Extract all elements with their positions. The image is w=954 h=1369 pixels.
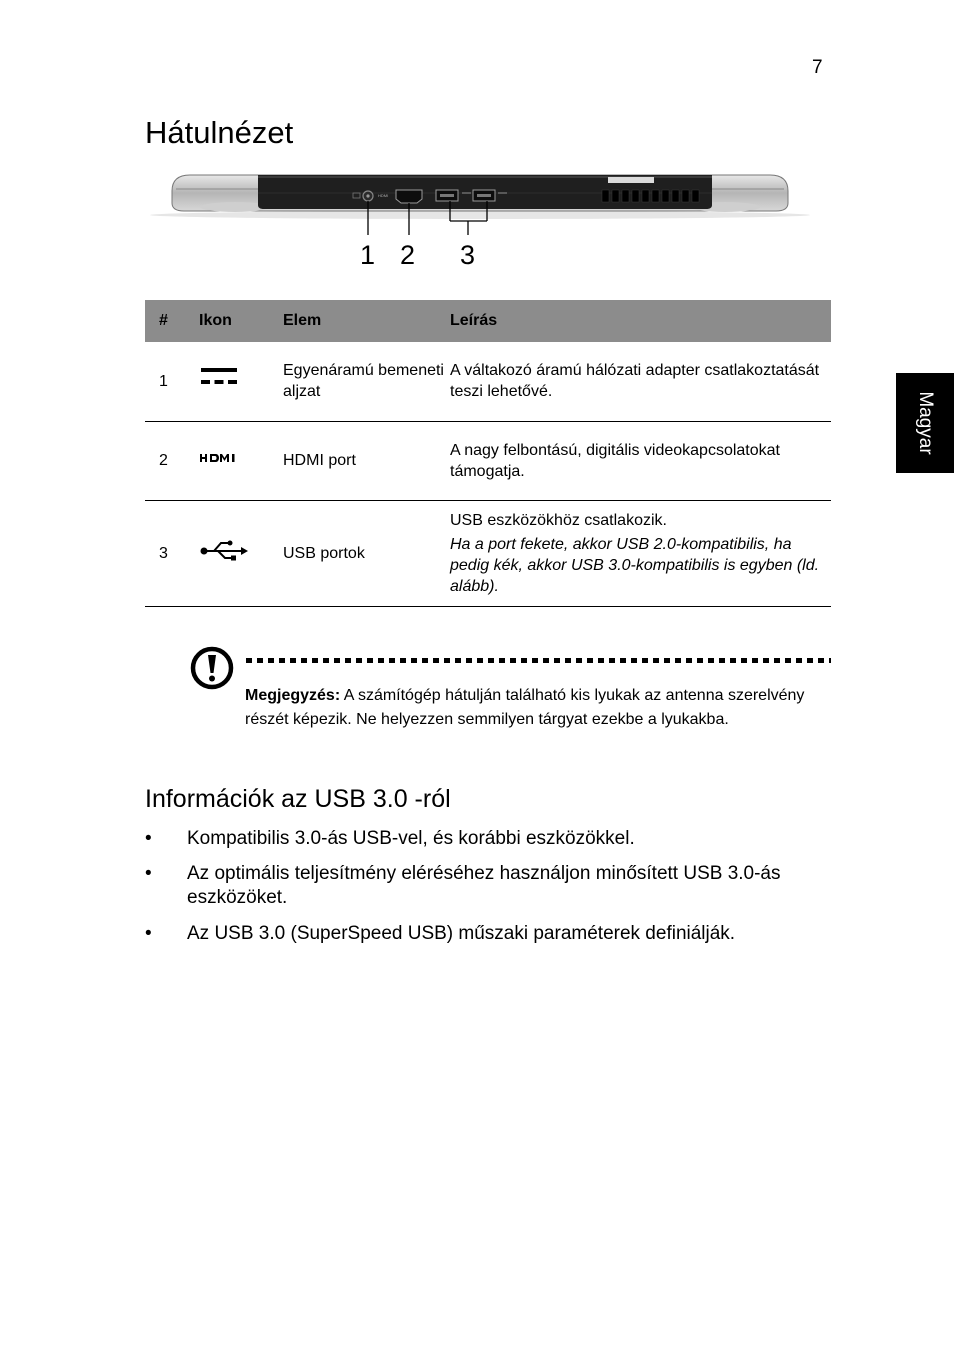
header-description: Leírás [450,300,831,342]
row-number: 1 [145,342,199,421]
list-item [145,827,835,851]
list-item-text: Az optimális teljesítmény eléréséhez használjon minősített USB 3.0-ás eszközöket. [187,863,781,908]
hdmi-icon [199,451,239,465]
bullet-symbol: • [145,923,152,944]
note-body: A számítógép hátulján található kis lyukak az antenna szerelvény részét képezik. Ne helyezzen semmilyen tárgyat ezekbe a lyukakba. [245,687,805,728]
callout-3: 3 [460,240,476,270]
note-divider [246,658,831,663]
table-row [145,421,831,500]
table-header-row [145,300,831,342]
list-item [145,862,835,910]
list-item-text: Az USB 3.0 (SuperSpeed USB) műszaki paraméterek definiálják. [187,923,736,944]
header-number: # [145,300,199,342]
note-paragraph [245,684,831,731]
dc-power-icon [199,365,239,391]
hdmi-port-label: HDMI [378,193,389,198]
usb-icon [199,538,249,562]
language-tab [896,373,954,473]
warning-icon [190,646,234,690]
header-element: Elem [283,300,450,342]
language-tab-label: Magyar [915,391,936,455]
bullet-symbol: • [145,828,152,849]
ports-table [145,300,831,607]
list-item [145,922,835,946]
row-number: 2 [145,421,199,500]
row-description: USB eszközökhöz csatlakozik. [450,511,667,529]
row-description: A váltakozó áramú hálózati adapter csatlakoztatását teszi lehetővé. [450,362,820,401]
header-icon: Ikon [199,300,283,342]
table-row [145,342,831,421]
callout-2: 2 [400,240,416,270]
page-number: 7 [812,57,823,78]
laptop-rear-view-diagram [140,165,820,240]
callout-1: 1 [360,240,376,270]
row-description-note: Ha a port fekete, akkor USB 2.0-kompatibilis, ha pedig kék, akkor USB 3.0-kompatibilis is egyben (ld. alább). [450,535,820,595]
bullet-symbol: • [145,863,152,884]
usb-section-heading: Információk az USB 3.0 -ról [145,785,451,813]
table-row [145,500,831,606]
row-element: USB portok [283,500,450,606]
row-element: HDMI port [283,421,450,500]
page-title: Hátulnézet [145,115,294,150]
note-label: Megjegyzés: [245,687,341,704]
row-number: 3 [145,500,199,606]
row-element: Egyenáramú bemeneti aljzat [283,342,450,421]
row-description: A nagy felbontású, digitális videokapcsolatokat támogatja. [450,441,780,480]
list-item-text: Kompatibilis 3.0-ás USB-vel, és korábbi eszközökkel. [187,828,635,849]
